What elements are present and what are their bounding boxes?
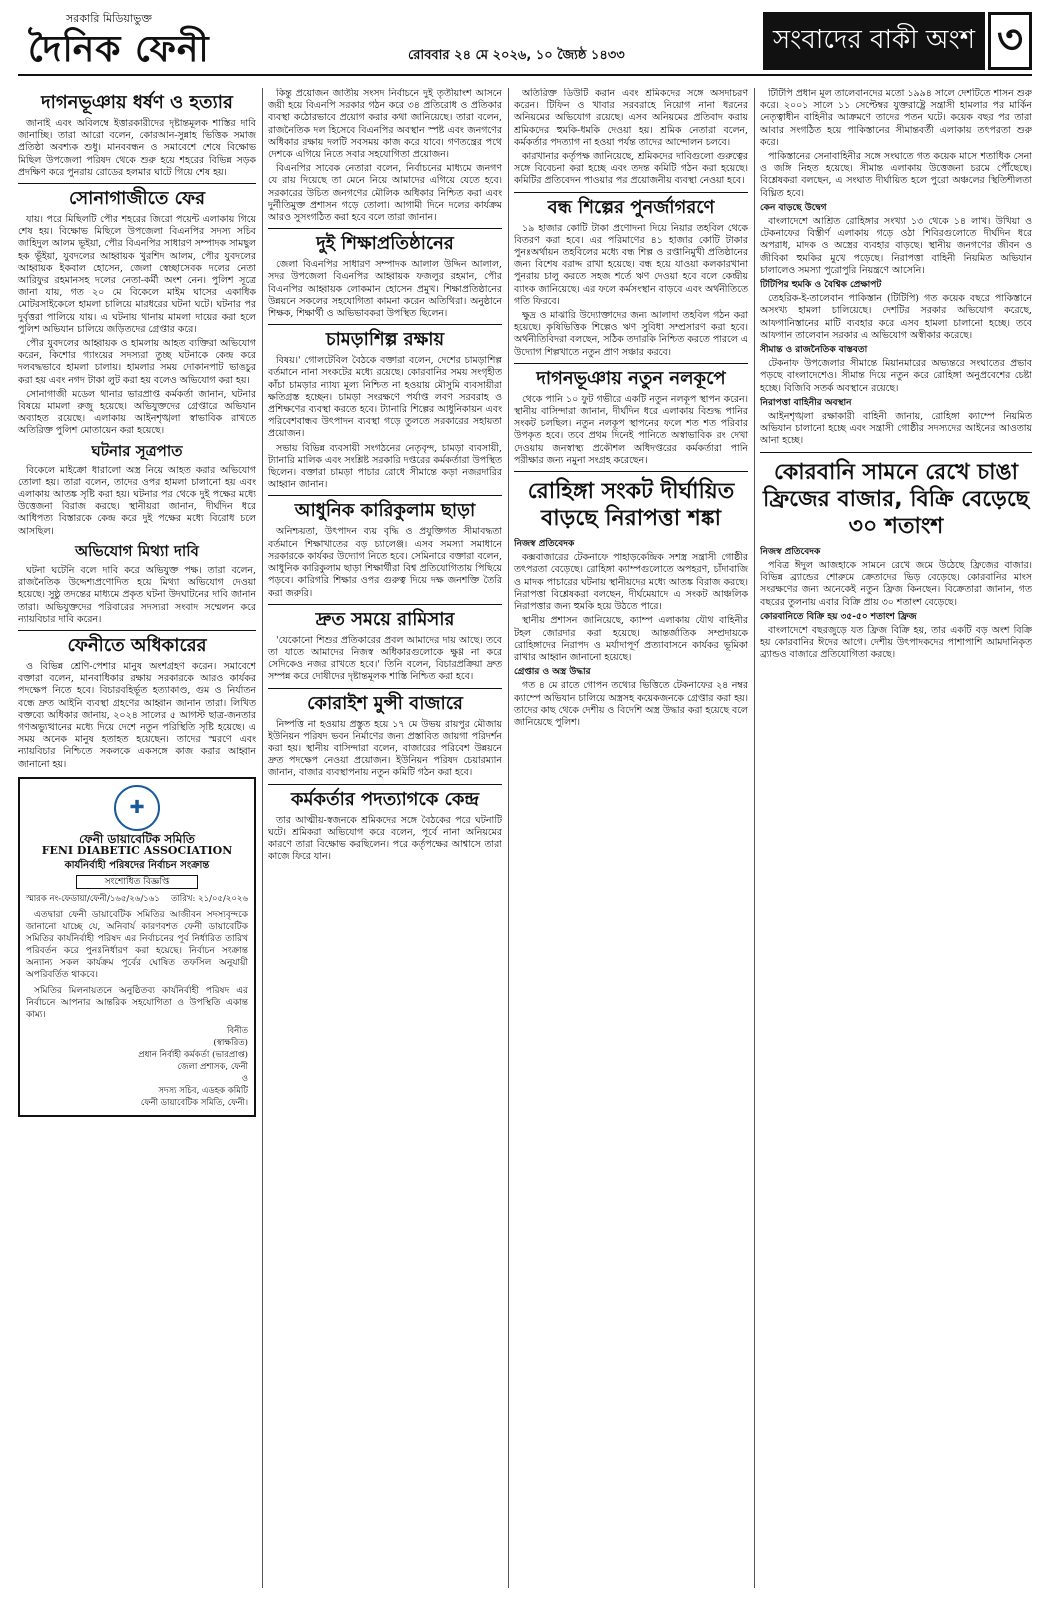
tagline: সরকারি মিডিয়াভুক্ত <box>66 12 152 25</box>
lead-headline: কোরবানি সামনে রেখে চাঙা ফ্রিজের বাজার, বিক্রি বেড়েছে ৩০ শতাংশ <box>762 459 1029 539</box>
divider <box>514 363 748 364</box>
article-text: বিকেলে মাইক্রো ধারালো অস্ত্র নিয়ে আহত করার অভিযোগ তোলা হয়। তারা বলেন, তাদের ওপর হামলা চালানো হয় এবং এলাকায় আতঙ্ক সৃষ্টি করা হয়। ঘটনার পর থেকে দুই পক্ষের মধ্যে উত্তেজনা বিরাজ করছে। স্থানীয়রা জানান, দীর্ঘদিন ধরে আধিপত্য বিস্তারকে কেন্দ্র করে দুই পক্ষের মধ্যে বিরোধ চলে আসছিল। <box>18 464 256 537</box>
ad-body: সমিতির মিলনায়তনে অনুষ্ঠিতব্য কার্যনির্বাহী পরিষদ এর নির্বাচনে আপনার আন্তরিক সহযোগিতা ও উপস্থিতি একান্ত কাম্য। <box>26 985 248 1020</box>
article-text: বিএনপির সাবেক নেতারা বলেন, নির্বাচনের মাধ্যমে জনগণ যে রায় দিয়েছে তা মেনে নিয়ে আমাদের এগিয়ে যেতে হবে। সরকারের উচিত জনগণের মৌলিক অধিকার নিশ্চিত করা এবং দুর্নীতিমুক্ত প্রশাসন গড়ে তোলা। আগামী দিনে দলের কার্যক্রম আরও সুসংগঠিত করা হবে বলে তারা জানান। <box>268 163 502 224</box>
article-text: জানাই এবং অবিলম্বে ইত্তারকারীদের দৃষ্টান্তমূলক শাস্তির দাবি জানাচ্ছি। তারা আরো বলেন, কোরআন-সুন্নাহ ভিত্তিক সমাজ প্রতিষ্ঠা অবশ্যক শুধু। মানববন্ধন ও সমাবেশে শেষে বিক্ষোভ মিছিল উপজেলা পরিষদ থেকে শুরু হয়ে শহরের বিভিন্ন সড়ক প্রদক্ষিণ করে পুনরায় রোডের হলমার ঘাটে গিয়ে শেষ হয়। <box>18 118 256 178</box>
ad-org-bn: ফেনী ডায়াবেটিক সমিতি <box>79 831 195 846</box>
page-number: ৩ <box>988 12 1032 70</box>
ad-meta <box>26 893 248 905</box>
headline: দাগনভূঞায় নতুন নলকূপে <box>536 367 726 389</box>
article-text: যায়। পরে মিছিলটি পৌর শহরের জিরো পয়েন্ট এলাকায় গিয়ে শেষ হয়। বিক্ষোভ মিছিলে উপজেলা বিএনপির সদস্য সচিব জাহিদুল আলম ভূইয়া, পৌর বিএনপির সাধারণ সম্পাদক সামছুল হক ভূঁইয়া, যুবদলের আহ্বায়ক খুরশিদ আলম, পৌর যুবদলের আহ্বায়ক ইকবাল হোসেন, জেলা স্বেচ্ছাসেবক দলের নেতা আরিফুর রহমানসহ দলের নেতা-কর্মী অংশ নেন। পুলিশ সূত্রে জানা যায়, গত ২০ মে বিকেলে মাইম ঘাসের একাধিক মোটরসাইকেলে হামলা চালিয়ে মারধরের ঘটনা ঘটে। ঘটনার পর দুর্বৃত্তরা পালিয়ে যায়। এ ঘটনায় থানায় মামলা দায়ের করা হলে পুলিশ অভিযান চালিয়ে জড়িতদের গ্রেপ্তার করে। <box>18 214 256 335</box>
ad-notice-subtitle: সংশোধিত বিজ্ঞপ্তি <box>76 875 198 889</box>
ad-memo: স্মারক নং-ফেডায়া/ফেনী/১৬৫/২৬/১৬১ <box>26 893 160 904</box>
headline: আধুনিক কারিকুলাম ছাড়া <box>294 500 476 522</box>
article-text: বাংলাদেশে আশ্রিত রোহিঙ্গার সংখ্যা ১৩ থেকে ১৪ লাখ। উখিয়া ও টেকনাফের বিস্তীর্ণ এলাকায় গড়ে ওঠা শিবিরগুলোতে দীর্ঘদিন ধরে অপরাধ, মাদক ও অস্ত্রের ব্যবহার বাড়ছে। স্থানীয় জনগণের জীবন ও জীবিকা হুমকির মুখে পড়েছে। নিরাপত্তা বাহিনী নিয়মিত অভিযান চালালেও সমস্যা পুরোপুরি নিয়ন্ত্রণে আসেনি। <box>760 216 1032 276</box>
divider <box>268 604 502 605</box>
article-text: টিটিপি প্রধান মূল তালেবানদের মতো ১৯৯৪ সালে দেশটিতে শাসন শুরু করে। ২০০১ সালে ১১ সেপ্টেম্বর যুক্তরাষ্ট্রে সন্ত্রাসী হামলার পর মার্কিন নেতৃত্বাধীন বাহিনীর আক্রমণে তাদের পতন ঘটে। কয়েক বছর পর তারা আবার সংগঠিত হয়ে পাকিস্তানের সীমান্তবর্তী এলাকায় তৎপরতা শুরু করে। <box>760 88 1032 148</box>
association-logo-icon: ✚ <box>114 785 160 831</box>
article-text: কিন্তু প্রয়োজন জাতীয় সংসদ নির্বাচনে দুই তৃতীয়াংশ আসনে জয়ী হয়ে বিএনপি সরকার গঠন করে ৩৪ প্রতিরোধ ও প্রতিকার ব্যবস্থা কঠোরভাবে প্রয়োগ করার কথা জানিয়েছে। তারা বলেন, রাজনৈতিক দল হিসেবে বিএনপির অবস্থান স্পষ্ট এবং জনগণের অধিকার রক্ষায় দলটি সবসময় কাজ করে যাবে। গণতন্ত্রের পথে দেশকে এগিয়ে নিতে সবার সহযোগিতা প্রয়োজন। <box>268 88 502 161</box>
article-text: 'যেকোনো শিশুর প্রতিকারের প্রবল আমাদের দায় আছে। তবে তা যাতে আমাদের নিজস্ব অধিকারগুলোকে ক্ষুণ্ণ না করে সেদিকেও নজর রাখতে হবে।' তিনি বলেন, বিচারপ্রক্রিয়া দ্রুত সম্পন্ন করে দোষীদের দৃষ্টান্তমূলক শাস্তি নিশ্চিত করা হবে। <box>268 634 502 683</box>
column-1 <box>18 88 256 1598</box>
sig-line: ফেনী ডায়াবেটিক সমিতি, ফেনী। <box>140 1097 248 1108</box>
lead-headline: রোহিঙ্গা সংকট দীর্ঘায়িত বাড়ছে নিরাপত্তা শঙ্কা <box>527 479 735 532</box>
divider <box>514 471 748 472</box>
article-text: আইনশৃঙ্খলা রক্ষাকারী বাহিনী জানায়, রোহিঙ্গা ক্যাম্পে নিয়মিত অভিযান চালানো হচ্ছে এবং সন্ত্রাসী গোষ্ঠীর সদস্যদের আইনের আওতায় আনা হচ্ছে। <box>760 411 1032 447</box>
page-header <box>18 12 1032 76</box>
subheadline: ঘটনার সূত্রপাত <box>91 441 183 460</box>
headline: দ্রুত সময়ে রামিসার <box>315 608 455 630</box>
headline: বন্ধ শিল্পের পুনর্জাগরণে <box>547 196 715 218</box>
article-text: অতিরিক্ত ডিউটি করান এবং শ্রমিকদের সঙ্গে অসদাচরণ করেন। টিফিন ও খাবার সরবরাহে নিয়োগ নানা ধরনের অনিয়মের অভিযোগ রয়েছে। এসব অনিয়মের প্রতিবাদ করায় শ্রমিকদের হুমকি-ধমকি দেওয়া হয়। শ্রমিক নেতারা বলেন, কর্মকর্তার পদত্যাগ না হওয়া পর্যন্ত তাদের আন্দোলন চলবে। <box>514 88 748 148</box>
ad-notice-title: কার্যনির্বাহী পরিষদের নির্বাচন সংক্রান্ত <box>64 859 210 871</box>
divider <box>268 784 502 785</box>
headline: সোনাগাজীতে ফের <box>68 188 205 210</box>
ad-signature <box>26 1025 248 1109</box>
divider <box>268 688 502 689</box>
section-title: সংবাদের বাকী অংশ <box>763 12 985 70</box>
subheading: গ্রেপ্তার ও অস্ত্র উদ্ধার <box>514 667 591 678</box>
article-text: জেলা বিএনপির সাধারণ সম্পাদক আলাল উদ্দিন আলাল, সদর উপজেলা বিএনপির আহ্বায়ক ফজলুর রহমান, পৌর বিএনপির আহ্বায়ক লোকমান হোসেন প্রমুখ। শিক্ষাপ্রতিষ্ঠানের উন্নয়নে সকলের সহযোগিতা কামনা করেন অতিথিরা। অনুষ্ঠানে শিক্ষক, শিক্ষার্থী ও অভিভাবকরা উপস্থিত ছিলেন। <box>268 259 502 320</box>
article-text: সভায় বিভিন্ন ব্যবসায়ী সংগঠনের নেতৃবৃন্দ, চামড়া ব্যবসায়ী, ট্যানারি মালিক এবং সংশ্লিষ্ট সরকারি দপ্তরের কর্মকর্তারা উপস্থিত ছিলেন। বক্তারা চামড়া পাচার রোধে সীমান্তে কড়া নজরদারির আহ্বান জানান। <box>268 442 502 491</box>
headline: ফেনীতে অধিকারের <box>67 634 207 656</box>
dateline: রোববার ২৪ মে ২০২৬, ১০ জ্যৈষ্ঠ ১৪৩৩ <box>408 48 625 63</box>
headline: কোরাইশ মুন্সী বাজারে <box>307 692 463 714</box>
subheading: নিরাপত্তা বাহিনীর অবস্থান <box>760 397 852 408</box>
subheading: কেন বাড়ছে উদ্বেগ <box>760 202 827 213</box>
sig-line: জেলা প্রশাসক, ফেনী <box>177 1061 248 1072</box>
column-2 <box>268 88 502 1598</box>
article-text: বাংলাদেশে বছরজুড়ে যত ফ্রিজ বিক্রি হয়, তার একটি বড় অংশ বিক্রি হয় কোরবানির ঈদের আগে। দেশীয় উৎপাদকদের পাশাপাশি আমদানিকৃত ব্র্যান্ডও বাজারে প্রতিযোগিতা করছে। <box>760 624 1032 661</box>
subheadline: অভিযোগ মিথ্যা দাবি <box>75 541 199 560</box>
divider <box>514 192 748 193</box>
article-text: তেহরিক-ই-তালেবান পাকিস্তান (টিটিপি) গত কয়েক বছরে পাকিস্তানে অসংখ্য হামলা চালিয়েছে। দেশটির সরকার অভিযোগ করেছে, আফগানিস্তানের মাটি ব্যবহার করে এসব হামলা চালানো হচ্ছে। তবে আফগান তালেবান সরকার এ অভিযোগ অস্বীকার করেছে। <box>760 293 1032 341</box>
article-text: থেকে পানি ১০ ফুট গভীরে একটি নতুন নলকূপ স্থাপন করেন। স্থানীয় বাসিন্দারা জানান, দীর্ঘদিন ধরে এলাকায় বিশুদ্ধ পানির সংকট চলছিল। নতুন নলকূপ স্থাপনের ফলে শত শত পরিবার উপকৃত হবে। তবে প্রথম দিনেই পানিতে অস্বাভাবিক রং দেখা দেওয়ায় জনস্বাস্থ্য প্রকৌশল অধিদপ্তরের কর্মকর্তারা পানি পরীক্ষার জন্য নমুনা সংগ্রহ করেছেন। <box>514 393 748 466</box>
article-text: পাকিস্তানের সেনাবাহিনীর সঙ্গে সংঘাতে গত কয়েক মাসে শতাধিক সেনা ও জঙ্গি নিহত হয়েছে। সীমান্ত এলাকায় উত্তেজনা চরমে পৌঁছেছে। বিশ্লেষকরা বলছেন, এ সংঘাত দীর্ঘায়িত হলে পুরো অঞ্চলের স্থিতিশীলতা বিঘ্নিত হবে। <box>760 151 1032 199</box>
column-divider <box>754 88 755 1588</box>
sig-line: ও <box>241 1073 248 1084</box>
column-divider <box>262 88 263 1588</box>
headline: কর্মকর্তার পদত্যাগকে কেন্দ্র <box>290 788 480 810</box>
divider <box>268 228 502 229</box>
article-text: অনিশ্চয়তা, উৎপাদন ব্যয় বৃদ্ধি ও প্রযুক্তিগত সীমাবদ্ধতা বর্তমানে শিক্ষাখাতের বড় চ্যালেঞ্জ। এসব সমস্যা সমাধানে সরকারকে কার্যকর উদ্যোগ নিতে হবে। সেমিনারে বক্তারা বলেন, আধুনিক কারিকুলাম ছাড়া শিক্ষার্থীরা বিশ্ব প্রতিযোগিতায় পিছিয়ে পড়বে। কারিগরি শিক্ষার ওপর গুরুত্ব দিয়ে দক্ষ জনশক্তি তৈরি করা জরুরি। <box>268 526 502 599</box>
article-text: কারখানার কর্তৃপক্ষ জানিয়েছে, শ্রমিকদের দাবিগুলো গুরুত্বের সঙ্গে বিবেচনা করা হচ্ছে এবং তদন্ত কমিটি গঠন করা হয়েছে। কমিটির প্রতিবেদন পাওয়ার পর প্রয়োজনীয় ব্যবস্থা নেওয়া হবে। <box>514 151 748 187</box>
sig-line: বিনীত <box>226 1025 248 1036</box>
advertisement-notice <box>18 777 256 1117</box>
masthead: দৈনিক ফেনী <box>28 29 210 70</box>
article-text: কক্সবাজারের টেকনাফে পাহাড়কেন্দ্রিক সশস্ত্র সন্ত্রাসী গোষ্ঠীর তৎপরতা বেড়েছে। রোহিঙ্গা ক্যাম্পগুলোতে অপহরণ, চাঁদাবাজি ও মাদক পাচারের ঘটনায় স্থানীয়দের মধ্যে আতঙ্ক বিরাজ করছে। নিরাপত্তা বিশ্লেষকরা বলছেন, দীর্ঘমেয়াদে এ সংকট আঞ্চলিক নিরাপত্তার জন্য হুমকি হয়ে উঠতে পারে। <box>514 552 748 613</box>
article-text: পবিত্র ঈদুল আজহাকে সামনে রেখে জমে উঠেছে ফ্রিজের বাজার। বিভিন্ন ব্র্যান্ডের শোরুমে ক্রেতাদের ভিড় বেড়েছে। কোরবানির মাংস সংরক্ষণের জন্য অনেকেই নতুন ফ্রিজ কিনছেন। বিক্রেতারা জানান, গত বছরের তুলনায় এবার বিক্রি প্রায় ৩০ শতাংশ বেড়েছে। <box>760 559 1032 608</box>
divider <box>760 452 1032 453</box>
article-text: তার আত্মীয়-স্বজনকে শ্রমিকদের সঙ্গে বৈঠকের পরে ঘটনাটি ঘটে। শ্রমিকরা অভিযোগ করে বলেন, পূর্বে নানা অনিয়মের কারণে তারা বিক্ষোভ করছিলেন। পরে কর্তৃপক্ষের আশ্বাসে তারা কাজে ফিরে যান। <box>268 814 502 863</box>
article-text: নিষ্পত্তি না হওয়ায় প্রস্তুত হয়ে ১৭ মে উভয় রায়পুর মৌজায় ইউনিয়ন পরিষদ ভবন নির্মাণের জন্য প্রস্তাবিত জায়গা পরিদর্শন করা হয়। স্থানীয় বাসিন্দারা বলেন, বাজারের পরিবেশ উন্নয়নে দ্রুত পদক্ষেপ নেওয়া প্রয়োজন। ইউনিয়ন পরিষদ চেয়ারম্যান জানান, বাজার ব্যবস্থাপনায় নতুন কমিটি গঠন করা হবে। <box>268 718 502 779</box>
ad-date: তারিখ: ২১/০৫/২০২৬ <box>170 893 248 904</box>
column-divider <box>508 88 509 1588</box>
article-text: গত ৪ মে রাতে গোপন তথ্যের ভিত্তিতে টেকনাফের ২৪ নম্বর ক্যাম্পে অভিযান চালিয়ে অস্ত্রসহ কয়েকজনকে গ্রেপ্তার করা হয়। তাদের কাছ থেকে দেশীয় ও বিদেশি অস্ত্র উদ্ধার করা হয়েছে বলে জানিয়েছে পুলিশ। <box>514 680 748 728</box>
article-text: স্থানীয় প্রশাসন জানিয়েছে, ক্যাম্প এলাকায় যৌথ বাহিনীর টহল জোরদার করা হয়েছে। আন্তর্জাতিক সম্প্রদায়কে রোহিঙ্গাদের নিরাপদ ও মর্যাদাপূর্ণ প্রত্যাবাসনে কার্যকর ভূমিকা রাখার আহ্বান জানানো হয়েছে। <box>514 615 748 663</box>
divider <box>18 183 256 184</box>
headline: দুই শিক্ষাপ্রতিষ্ঠানের <box>316 233 454 255</box>
divider <box>268 495 502 496</box>
headline: চামড়াশিল্প রক্ষায় <box>325 329 445 351</box>
divider <box>18 630 256 631</box>
sig-line: সদস্য সচিব, এডহক কমিটি <box>158 1085 248 1096</box>
ad-org-en: FENI DIABETIC ASSOCIATION <box>41 843 233 857</box>
column-3 <box>514 88 748 1598</box>
article-text: ক্ষুদ্র ও মাঝারি উদ্যোক্তাদের জন্য আলাদা তহবিল গঠন করা হয়েছে। কৃষিভিত্তিক শিল্পেও ঋণ সুবিধা সম্প্রসারণ করা হবে। অর্থনীতিবিদরা বলছেন, সঠিক তদারকি নিশ্চিত করতে পারলে এ উদ্যোগ শিল্পখাতে নতুন প্রাণ সঞ্চার করবে। <box>514 310 748 358</box>
article-text: পৌর যুবদলের আহ্বায়ক ও হামলায় আহত ব্যক্তিরা অভিযোগ করেন, কিশোর গ্যাংয়ের সদস্যরা তুচ্ছ ঘটনাকে কেন্দ্র করে দলবদ্ধভাবে হামলা চালায়। হামলার সময় দোকানপাট ভাঙচুর করা হয় এবং নগদ টাকা লুট করা হয় বলেও অভিযোগ করা হয়। <box>18 338 256 386</box>
article-text: টেকনাফ উপজেলার সীমান্তে মিয়ানমারের অভ্যন্তরে সংঘাতের প্রভাব পড়ছে বাংলাদেশেও। সীমান্ত দিয়ে নতুন করে রোহিঙ্গা অনুপ্রবেশের চেষ্টা হচ্ছে। বিজিবি সতর্ক অবস্থানে রয়েছে। <box>760 358 1032 394</box>
headline: দাগনভূঞায় ধর্ষণ ও হত্যার <box>41 92 233 113</box>
subheading: টিটিপির হুমকি ও বৈশ্বিক প্রেক্ষাপট <box>760 280 882 291</box>
article-text: বিষয়।' গোলটেবিল বৈঠকে বক্তারা বলেন, দেশের চামড়াশিল্প বর্তমানে নানা সংকটের মধ্যে রয়েছে। কোরবানির সময় সংগৃহীত কাঁচা চামড়ার ন্যায্য মূল্য নিশ্চিত না হওয়ায় মৌসুমি ব্যবসায়ীরা ক্ষতিগ্রস্ত হচ্ছেন। চামড়া সংরক্ষণে পর্যাপ্ত লবণ সরবরাহ ও প্রশিক্ষণের ব্যবস্থা করতে হবে। ট্যানারি শিল্পের আধুনিকায়ন এবং পরিবেশবান্ধব উৎপাদন ব্যবস্থা গড়ে তুলতে সরকারের সহায়তা প্রয়োজন। <box>268 355 502 440</box>
article-text: ঘটনা ঘটেনি বলে দাবি করে অভিযুক্ত পক্ষ। তারা বলেন, রাজনৈতিক উদ্দেশ্যপ্রণোদিত হয়ে মিথ্যা অভিযোগ দেওয়া হয়েছে। সুষ্ঠু তদন্তের মাধ্যমে প্রকৃত ঘটনা উদঘাটনের দাবি জানান তারা। অভিযুক্তদের পরিবারের সদস্যরা সংবাদ সম্মেলন করে ন্যায়বিচার দাবি করেন। <box>18 564 256 625</box>
article-text: ১৯ হাজার কোটি টাকা প্রণোদনা দিয়ে নিয়ার তহবিল থেকে বিতরণ করা হবে। এর পরিমাণের ৪১ হাজার কোটি টাকার পুনঃঅর্থায়ন তহবিলের মধ্যে বন্ধ শিল্প ও রপ্তানিমুখী প্রতিষ্ঠানের জন্য বিশেষ বরাদ্দ রাখা হয়েছে। বন্ধ হয়ে যাওয়া কলকারখানা পুনরায় চালু করতে সহজ শর্তে ঋণ দেওয়া হবে বলে কেন্দ্রীয় ব্যাংক জানিয়েছে। এর ফলে কর্মসংস্থান বাড়বে এবং অর্থনীতিতে গতি ফিরবে। <box>514 222 748 307</box>
article-text: ও বিভিন্ন শ্রেণি-পেশার মানুষ অংশগ্রহণ করেন। সমাবেশে বক্তারা বলেন, মানবাধিকার রক্ষায় সরকারকে আরও কার্যকর পদক্ষেপ নিতে হবে। বিচারবহির্ভূত হত্যাকাণ্ড, গুম ও নির্যাতন বন্ধে দ্রুত আইনি ব্যবস্থা গ্রহণের আহ্বান জানান তারা। লিখিত বক্তব্যে অধিকার জানায়, ২০২৪ সালের ৫ আগস্ট ছাত্র-জনতার গণঅভ্যুত্থানের মধ্যে দিয়ে দেশে নতুন পরিস্থিতি সৃষ্টি হয়েছে। এ সময় অনেক মানুষ হতাহত হয়েছেন। তাদের স্মরণে এবং ন্যায়বিচার নিশ্চিতে সকলকে একসঙ্গে কাজ করার আহ্বান জানানো হয়। <box>18 660 256 770</box>
sig-line: (স্বাক্ষরিত) <box>213 1037 248 1048</box>
article-text: সোনাগাজী মডেল থানার ভারপ্রাপ্ত কর্মকর্তা জানান, ঘটনার বিষয়ে মামলা রুজু হয়েছে। অভিযুক্তদের গ্রেপ্তারে অভিযান অব্যাহত রয়েছে। এলাকায় আইনশৃঙ্খলা স্বাভাবিক রাখতে অতিরিক্ত পুলিশ মোতায়েন করা হয়েছে। <box>18 388 256 437</box>
byline: নিজস্ব প্রতিবেদক <box>514 539 575 550</box>
ad-body: এতদ্বারা ফেনী ডায়াবেটিক সমিতির আজীবন সদস্যবৃন্দকে জানানো যাচ্ছে যে, অনিবার্য কারণবশত ফেনী ডায়াবেটিক সমিতির কার্যনির্বাহী পরিষদ এর নির্বাচনের পূর্ব নির্ধারিত তারিখ পরিবর্তন করে পুনঃনির্ধারণ করা হয়েছে। নির্বাচন সংক্রান্ত অন্যান্য সকল কার্যক্রম পূর্বের ঘোষিত তফসিল অনুযায়ী অপরিবর্তিত থাকবে। <box>26 909 248 980</box>
column-4 <box>760 88 1032 1598</box>
sig-line: প্রধান নির্বাহী কর্মকর্তা (ভারপ্রাপ্ত) <box>138 1049 248 1060</box>
subheading: কোরবানিতে বিক্রি হয় ৩৫-৫০ শতাংশ ফ্রিজ <box>760 611 917 622</box>
divider <box>268 324 502 325</box>
subheading: সীমান্ত ও রাজনৈতিক বাস্তবতা <box>760 345 868 356</box>
byline: নিজস্ব প্রতিবেদক <box>760 546 821 557</box>
